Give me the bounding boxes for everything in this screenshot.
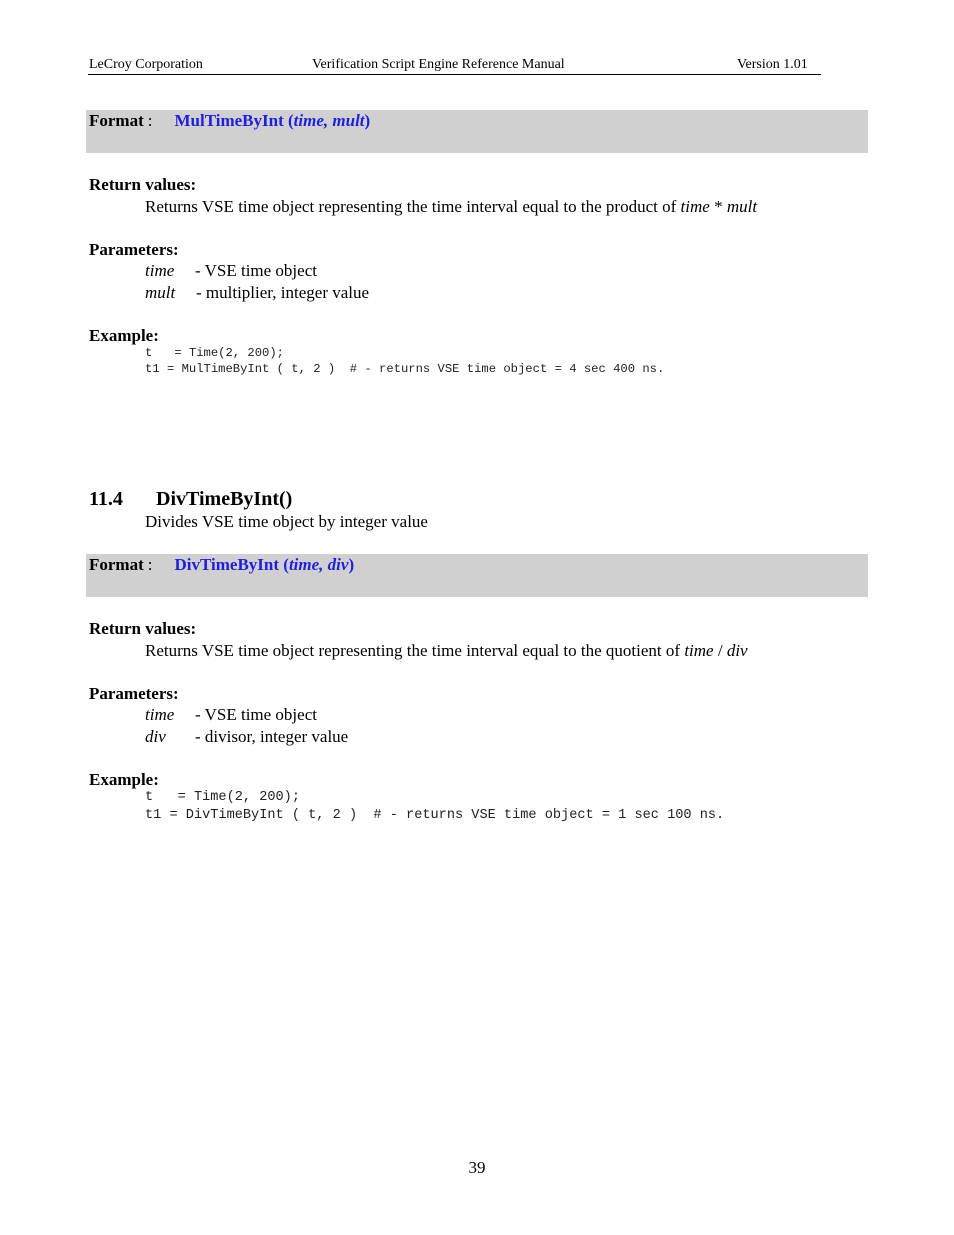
mul-format-line: [89, 111, 370, 131]
mul-code-line: t = Time(2, 200);: [145, 346, 284, 360]
mul-format-colon: :: [147, 111, 153, 130]
div-func-name: DivTimeByInt (: [174, 555, 289, 574]
div-format-signature: [175, 555, 355, 574]
page-number: 39: [468, 1158, 486, 1177]
header-version: Version 1.01: [737, 57, 808, 72]
header-manual-title: Verification Script Engine Reference Manual: [312, 57, 565, 72]
header-company: LeCroy Corporation: [89, 57, 203, 72]
div-params-heading: Parameters:: [89, 684, 179, 703]
div-return-a: time: [684, 641, 714, 660]
div-code-line: t1 = DivTimeByInt ( t, 2 ) # - returns VSE time object = 1 sec 100 ns.: [145, 808, 725, 823]
mul-param-desc: - multiplier, integer value: [196, 283, 370, 302]
section-number: 11.4: [89, 488, 123, 510]
div-func-args: time, div: [288, 555, 349, 574]
div-param-desc: - divisor, integer value: [195, 727, 349, 746]
mul-return-b: mult: [726, 197, 758, 216]
mul-params-heading: Parameters:: [89, 240, 179, 259]
mul-format-signature: [175, 111, 371, 130]
mul-return-description: [145, 197, 757, 217]
div-func-close: ): [348, 555, 355, 574]
mul-format-label: Format: [89, 111, 144, 130]
div-return-b: div: [726, 641, 748, 660]
div-param-desc: - VSE time object: [195, 705, 317, 724]
mul-return-text: Returns VSE time object representing the time interval equal to the product of: [145, 197, 681, 216]
div-format-colon: :: [147, 555, 153, 574]
mul-param-desc: - VSE time object: [195, 261, 317, 280]
mul-code-line: t1 = MulTimeByInt ( t, 2 ) # - returns VSE time object = 4 sec 400 ns.: [145, 362, 665, 376]
div-code-line: t = Time(2, 200);: [145, 790, 300, 805]
div-format-line: [89, 555, 354, 575]
mul-param-name: mult: [145, 283, 176, 302]
section-title: DivTimeByInt(): [156, 488, 293, 510]
mul-return-op: *: [709, 197, 727, 216]
div-example-heading: Example:: [89, 770, 159, 789]
header-rule: [88, 74, 821, 75]
mul-return-heading: Return values:: [89, 175, 197, 194]
mul-func-name: MulTimeByInt (: [174, 111, 294, 130]
mul-func-args: time, mult: [293, 111, 365, 130]
mul-func-close: ): [364, 111, 371, 130]
div-return-op: /: [713, 641, 727, 660]
section-description: Divides VSE time object by integer value: [145, 512, 428, 531]
div-format-label: Format: [89, 555, 144, 574]
mul-example-heading: Example:: [89, 326, 159, 345]
mul-return-a: time: [680, 197, 710, 216]
div-return-text: Returns VSE time object representing the time interval equal to the quotient of: [145, 641, 685, 660]
mul-param-name: time: [145, 261, 175, 280]
div-param-name: time: [145, 705, 175, 724]
div-param-name: div: [145, 727, 166, 746]
div-return-heading: Return values:: [89, 619, 197, 638]
div-return-description: [145, 641, 748, 661]
